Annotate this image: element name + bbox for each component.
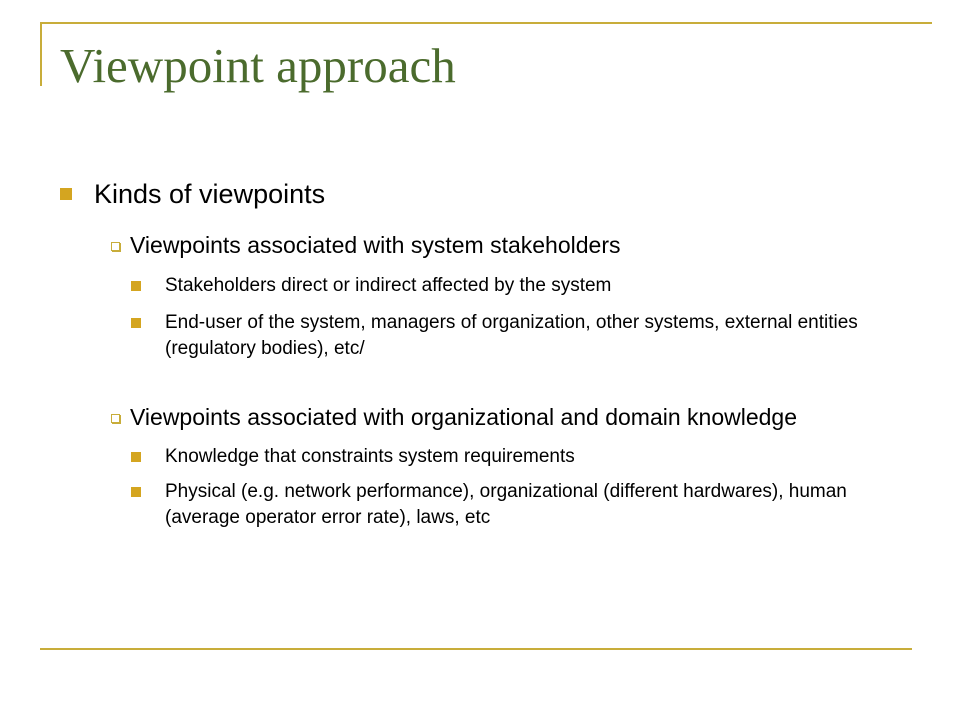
square-bullet-icon [131,487,141,497]
detail-bullet-text: Physical (e.g. network performance), organizational (different hardwares), human (average operator error rate), laws, etc [165,481,847,528]
detail-bullet-item [131,479,910,531]
slide-title: Viewpoint approach [60,38,456,93]
square-bullet-icon [131,452,141,462]
main-bullet-item [60,176,910,212]
detail-bullet-item [131,310,910,362]
sub-bullet-item [108,401,910,434]
detail-bullet-text: Stakeholders direct or indirect affected by the system [165,275,612,296]
sub-bullet-item [108,229,910,262]
hollow-square-bullet-icon [111,414,120,423]
detail-bullet-item [131,444,910,470]
viewpoint-group-domain-knowledge [108,401,910,531]
sub-bullet-text: Viewpoints associated with organizational and domain knowledge [130,404,797,430]
left-divider [40,22,42,86]
detail-bullet-text: End-user of the system, managers of organization, other systems, external entities (regulatory bodies), etc/ [165,312,858,359]
main-bullet-text: Kinds of viewpoints [94,179,326,209]
detail-bullet-text: Knowledge that constraints system requirements [165,446,575,467]
square-bullet-icon [131,318,141,328]
top-divider [40,22,932,24]
sub-bullet-text: Viewpoints associated with system stakeholders [130,232,621,258]
square-bullet-icon [60,188,72,200]
viewpoint-group-stakeholders [108,229,910,362]
bottom-divider [40,648,912,650]
detail-bullet-item [131,273,910,299]
slide-body [60,176,910,531]
hollow-square-bullet-icon [111,242,120,251]
square-bullet-icon [131,281,141,291]
